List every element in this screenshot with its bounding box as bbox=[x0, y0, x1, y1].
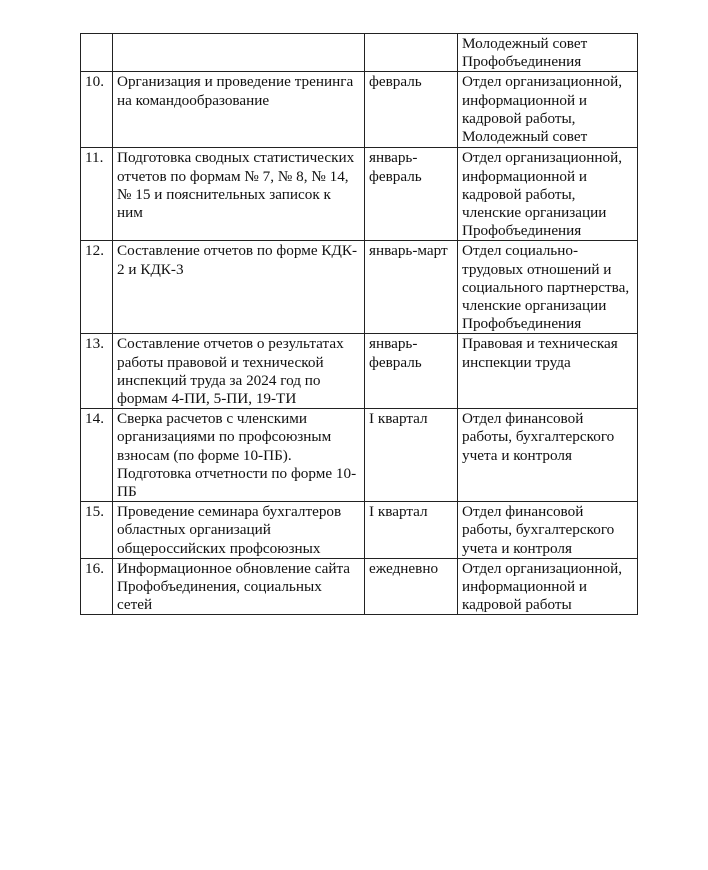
task-cell: Информационное обновление сайта Профобъединения, социальных сетей bbox=[113, 558, 365, 615]
period-cell: I квартал bbox=[365, 409, 458, 502]
task-cell: Подготовка сводных статистических отчетов по формам № 7, № 8, № 14, № 15 и пояснительных записок к ним bbox=[113, 148, 365, 241]
responsible-cell: Отдел социально- трудовых отношений и социального партнерства, членские организации Профобъединения bbox=[458, 241, 638, 334]
row-number: 11. bbox=[81, 148, 113, 241]
row-number bbox=[81, 34, 113, 72]
period-cell: январь- февраль bbox=[365, 334, 458, 409]
table-row bbox=[81, 241, 638, 334]
period-cell: февраль bbox=[365, 72, 458, 148]
responsible-cell: Молодежный совет Профобъединения bbox=[458, 34, 638, 72]
table-row bbox=[81, 502, 638, 559]
task-cell: Составление отчетов о результатах работы правовой и технической инспекций труда за 2024 год по формам 4-ПИ, 5-ПИ, 19-ТИ bbox=[113, 334, 365, 409]
row-number: 14. bbox=[81, 409, 113, 502]
table-row bbox=[81, 558, 638, 615]
responsible-cell: Правовая и техническая инспекции труда bbox=[458, 334, 638, 409]
row-number: 16. bbox=[81, 558, 113, 615]
task-cell: Составление отчетов по форме КДК- 2 и КДК-3 bbox=[113, 241, 365, 334]
plan-table bbox=[80, 33, 638, 615]
responsible-cell: Отдел организационной, информационной и кадровой работы, Молодежный совет bbox=[458, 72, 638, 148]
responsible-cell: Отдел организационной, информационной и кадровой работы bbox=[458, 558, 638, 615]
period-cell: январь- февраль bbox=[365, 148, 458, 241]
task-cell: Сверка расчетов с членскими организациями по профсоюзным взносам (по форме 10-ПБ). Подготовка отчетности по форме 10- ПБ bbox=[113, 409, 365, 502]
table-row bbox=[81, 148, 638, 241]
task-cell: Организация и проведение тренинга на командообразование bbox=[113, 72, 365, 148]
row-number: 10. bbox=[81, 72, 113, 148]
table-row bbox=[81, 72, 638, 148]
period-cell bbox=[365, 34, 458, 72]
period-cell: I квартал bbox=[365, 502, 458, 559]
responsible-cell: Отдел финансовой работы, бухгалтерского учета и контроля bbox=[458, 502, 638, 559]
responsible-cell: Отдел финансовой работы, бухгалтерского учета и контроля bbox=[458, 409, 638, 502]
row-number: 15. bbox=[81, 502, 113, 559]
task-cell: Проведение семинара бухгалтеров областных организаций общероссийских профсоюзных bbox=[113, 502, 365, 559]
row-number: 12. bbox=[81, 241, 113, 334]
row-number: 13. bbox=[81, 334, 113, 409]
table-row bbox=[81, 34, 638, 72]
table-row bbox=[81, 409, 638, 502]
task-cell bbox=[113, 34, 365, 72]
period-cell: ежедневно bbox=[365, 558, 458, 615]
period-cell: январь-март bbox=[365, 241, 458, 334]
responsible-cell: Отдел организационной, информационной и кадровой работы, членские организации Профобъединения bbox=[458, 148, 638, 241]
table-row bbox=[81, 334, 638, 409]
